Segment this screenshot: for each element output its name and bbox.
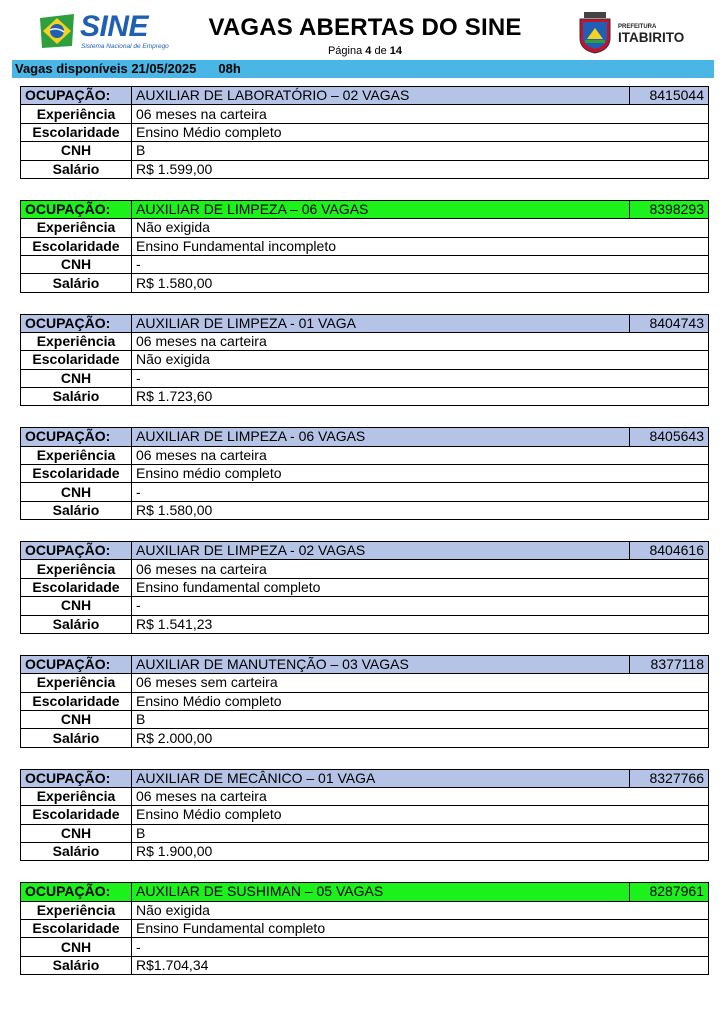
cnh-value: -	[132, 483, 709, 501]
cnh-value: -	[132, 938, 709, 956]
job-table	[20, 882, 709, 975]
sine-logo-text: SINE	[80, 10, 149, 43]
occupation-row	[21, 200, 709, 218]
cnh-value: -	[132, 597, 709, 615]
schooling-value: Ensino Fundamental completo	[132, 920, 709, 938]
occupation-title: AUXILIAR DE LABORATÓRIO – 02 VAGAS	[132, 87, 630, 105]
sine-logo-subtitle: Sistema Nacional de Emprego	[81, 43, 169, 50]
salary-value: R$ 1.580,00	[132, 274, 709, 292]
job-code: 8377118	[630, 655, 709, 673]
occupation-row	[21, 883, 709, 901]
cnh-row	[21, 824, 709, 842]
schooling-label: Escolaridade	[21, 123, 132, 141]
cnh-label: CNH	[21, 597, 132, 615]
experience-value: 06 meses na carteira	[132, 787, 709, 805]
experience-label: Experiência	[21, 105, 132, 123]
experience-label: Experiência	[21, 560, 132, 578]
schooling-value: Ensino fundamental completo	[132, 578, 709, 596]
date-bar	[12, 60, 714, 78]
cnh-label: CNH	[21, 369, 132, 387]
experience-row	[21, 787, 709, 805]
experience-value: 06 meses na carteira	[132, 560, 709, 578]
cnh-label: CNH	[21, 938, 132, 956]
experience-label: Experiência	[21, 446, 132, 464]
schooling-value: Ensino Médio completo	[132, 806, 709, 824]
occupation-title: AUXILIAR DE MANUTENÇÃO – 03 VAGAS	[132, 655, 630, 673]
occupation-label: OCUPAÇÃO:	[21, 314, 132, 332]
occupation-label: OCUPAÇÃO:	[21, 769, 132, 787]
cnh-label: CNH	[21, 142, 132, 160]
schooling-label: Escolaridade	[21, 237, 132, 255]
schooling-row	[21, 806, 709, 824]
experience-value: 06 meses na carteira	[132, 446, 709, 464]
job-code: 8415044	[630, 87, 709, 105]
occupation-title: AUXILIAR DE MECÂNICO – 01 VAGA	[132, 769, 630, 787]
schooling-row	[21, 237, 709, 255]
salary-label: Salário	[21, 274, 132, 292]
prefeitura-name: ITABIRITO	[618, 30, 685, 45]
experience-row	[21, 219, 709, 237]
schooling-label: Escolaridade	[21, 806, 132, 824]
cnh-value: B	[132, 710, 709, 728]
occupation-row	[21, 769, 709, 787]
prefeitura-label: PREFEITURA	[618, 24, 657, 30]
salary-row	[21, 729, 709, 747]
salary-label: Salário	[21, 160, 132, 178]
schooling-row	[21, 578, 709, 596]
occupation-title: AUXILIAR DE SUSHIMAN – 05 VAGAS	[132, 883, 630, 901]
page-of: de	[374, 45, 387, 57]
schooling-row	[21, 692, 709, 710]
schooling-label: Escolaridade	[21, 578, 132, 596]
occupation-label: OCUPAÇÃO:	[21, 542, 132, 560]
occupation-title: AUXILIAR DE LIMPEZA – 06 VAGAS	[132, 200, 630, 218]
schooling-label: Escolaridade	[21, 351, 132, 369]
salary-label: Salário	[21, 843, 132, 861]
schooling-value: Não exigida	[132, 351, 709, 369]
cnh-label: CNH	[21, 255, 132, 273]
schooling-label: Escolaridade	[21, 465, 132, 483]
salary-label: Salário	[21, 956, 132, 974]
prefeitura-logo	[576, 12, 686, 54]
experience-value: 06 meses na carteira	[132, 105, 709, 123]
cnh-value: B	[132, 142, 709, 160]
page-current: 4	[365, 45, 372, 57]
cnh-value: -	[132, 369, 709, 387]
experience-label: Experiência	[21, 219, 132, 237]
cnh-row	[21, 597, 709, 615]
salary-row	[21, 501, 709, 519]
occupation-label: OCUPAÇÃO:	[21, 87, 132, 105]
job-code: 8398293	[630, 200, 709, 218]
salary-row	[21, 388, 709, 406]
cnh-row	[21, 938, 709, 956]
job-table	[20, 314, 709, 407]
occupation-row	[21, 655, 709, 673]
job-table	[20, 769, 709, 862]
occupation-title: AUXILIAR DE LIMPEZA - 01 VAGA	[132, 314, 630, 332]
schooling-value: Ensino Médio completo	[132, 692, 709, 710]
page-label: Página	[327, 45, 363, 57]
job-code: 8327766	[630, 769, 709, 787]
date-bar-hour: 08h	[218, 61, 241, 76]
occupation-label: OCUPAÇÃO:	[21, 428, 132, 446]
salary-value: R$ 1.723,60	[132, 388, 709, 406]
occupation-label: OCUPAÇÃO:	[21, 883, 132, 901]
experience-row	[21, 332, 709, 350]
job-table	[20, 200, 709, 293]
cnh-row	[21, 483, 709, 501]
experience-row	[21, 674, 709, 692]
salary-row	[21, 843, 709, 861]
salary-value: R$ 1.580,00	[132, 501, 709, 519]
schooling-row	[21, 465, 709, 483]
experience-row	[21, 446, 709, 464]
experience-value: Não exigida	[132, 219, 709, 237]
job-code: 8405643	[630, 428, 709, 446]
salary-row	[21, 160, 709, 178]
salary-value: R$ 1.900,00	[132, 843, 709, 861]
schooling-row	[21, 123, 709, 141]
sine-logo	[38, 10, 169, 52]
salary-row	[21, 615, 709, 633]
experience-value: Não exigida	[132, 901, 709, 919]
schooling-label: Escolaridade	[21, 920, 132, 938]
salary-label: Salário	[21, 729, 132, 747]
job-code: 8404616	[630, 542, 709, 560]
experience-row	[21, 560, 709, 578]
job-code: 8287961	[630, 883, 709, 901]
occupation-row	[21, 428, 709, 446]
job-table	[20, 655, 709, 748]
salary-value: R$ 1.541,23	[132, 615, 709, 633]
schooling-value: Ensino Fundamental incompleto	[132, 237, 709, 255]
salary-row	[21, 274, 709, 292]
experience-row	[21, 105, 709, 123]
occupation-label: OCUPAÇÃO:	[21, 655, 132, 673]
salary-value: R$ 1.599,00	[132, 160, 709, 178]
experience-label: Experiência	[21, 674, 132, 692]
schooling-row	[21, 351, 709, 369]
job-table	[20, 541, 709, 634]
date-bar-text: Vagas disponíveis 21/05/2025	[15, 61, 197, 76]
job-code: 8404743	[630, 314, 709, 332]
schooling-label: Escolaridade	[21, 692, 132, 710]
salary-value: R$1.704,34	[132, 956, 709, 974]
cnh-label: CNH	[21, 824, 132, 842]
occupation-title: AUXILIAR DE LIMPEZA - 02 VAGAS	[132, 542, 630, 560]
job-table	[20, 427, 709, 520]
cnh-value: -	[132, 255, 709, 273]
experience-value: 06 meses sem carteira	[132, 674, 709, 692]
page-title: VAGAS ABERTAS DO SINE	[208, 14, 522, 41]
job-table	[20, 86, 709, 179]
cnh-row	[21, 142, 709, 160]
page-total: 14	[389, 45, 403, 57]
cnh-label: CNH	[21, 710, 132, 728]
salary-label: Salário	[21, 388, 132, 406]
salary-label: Salário	[21, 501, 132, 519]
city-crest-icon	[576, 12, 614, 54]
salary-value: R$ 2.000,00	[132, 729, 709, 747]
brazil-flag-icon	[38, 12, 78, 50]
occupation-row	[21, 87, 709, 105]
occupation-row	[21, 542, 709, 560]
occupation-title: AUXILIAR DE LIMPEZA - 06 VAGAS	[132, 428, 630, 446]
experience-value: 06 meses na carteira	[132, 332, 709, 350]
experience-label: Experiência	[21, 787, 132, 805]
cnh-row	[21, 710, 709, 728]
schooling-value: Ensino Médio completo	[132, 123, 709, 141]
occupation-label: OCUPAÇÃO:	[21, 200, 132, 218]
salary-label: Salário	[21, 615, 132, 633]
cnh-label: CNH	[21, 483, 132, 501]
cnh-value: B	[132, 824, 709, 842]
experience-label: Experiência	[21, 332, 132, 350]
cnh-row	[21, 369, 709, 387]
salary-row	[21, 956, 709, 974]
page-indicator	[200, 45, 530, 57]
schooling-value: Ensino médio completo	[132, 465, 709, 483]
experience-label: Experiência	[21, 901, 132, 919]
job-list	[20, 86, 709, 996]
page-header	[0, 0, 724, 60]
schooling-row	[21, 920, 709, 938]
experience-row	[21, 901, 709, 919]
occupation-row	[21, 314, 709, 332]
cnh-row	[21, 255, 709, 273]
